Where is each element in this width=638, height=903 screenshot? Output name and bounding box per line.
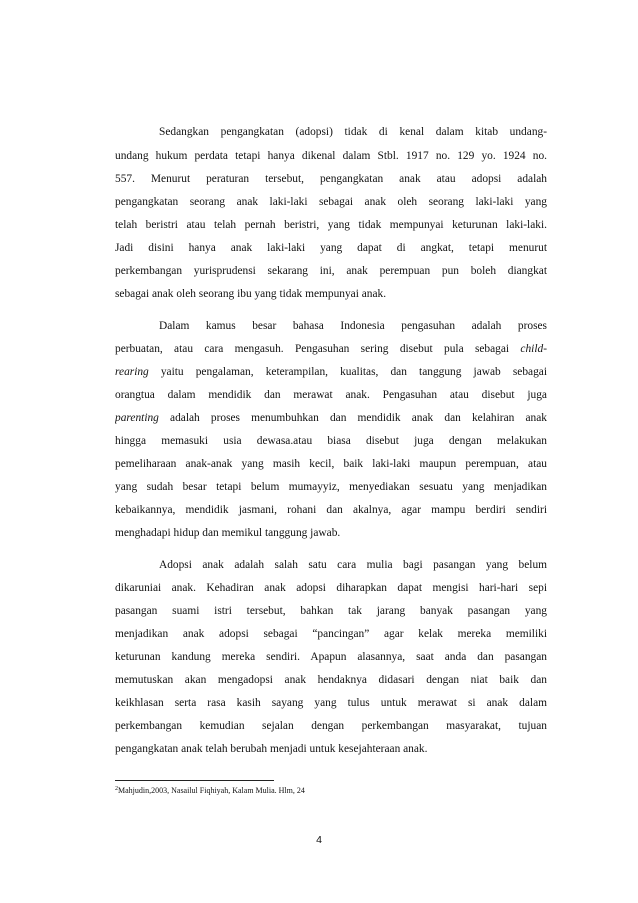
text-line: Adopsi anak adalah salah satu cara mulia bagi pasangan yang belum: [159, 559, 547, 571]
footnote-text: Mahjudin,2003, Nasailul Fiqhiyah, Kalam Mulia. Hlm, 24: [118, 786, 305, 795]
footnote-marker: 2: [115, 786, 118, 792]
text-line: keikhlasan serta rasa kasih sayang yang tulus untuk merawat si anak dalam: [115, 697, 547, 709]
text-line: Sedangkan pengangkatan (adopsi) tidak di kenal dalam kitab undang-: [159, 126, 547, 138]
text-line: yang sudah besar tetapi belum mumayyiz, menyediakan sesuatu yang menjadikan: [115, 481, 547, 493]
text-line: 557. Menurut peraturan tersebut, pengangkatan anak atau adopsi adalah: [115, 173, 547, 185]
footnote-separator: [115, 780, 274, 781]
text-line: dikaruniai anak. Kehadiran anak adopsi diharapkan dapat mengisi hari-hari sepi: [115, 582, 547, 594]
text-line: pasangan suami istri tersebut, bahkan tak jarang banyak pasangan yang: [115, 605, 547, 617]
text-line: kebaikannya, mendidik jasmani, rohani dan akalnya, agar mampu berdiri sendiri: [115, 504, 547, 516]
text-line: pengangkatan seorang anak laki-laki sebagai anak oleh seorang laki-laki yang: [115, 196, 547, 208]
text-line: perkembangan yurisprudensi sekarang ini, anak perempuan pun boleh diangkat: [115, 265, 547, 277]
text-line: perkembangan kemudian sejalan dengan perkembangan masyarakat, tujuan: [115, 720, 547, 732]
text-line: menghadapi hidup dan memikul tanggung jawab.: [115, 527, 341, 539]
text-line: Jadi disini hanya anak laki-laki yang dapat di angkat, tetapi menurut: [115, 242, 547, 254]
text-line: parenting adalah proses menumbuhkan dan mendidik anak dan kelahiran anak: [115, 412, 547, 424]
text-line: keturunan kandung mereka sendiri. Apapun alasannya, saat anda dan pasangan: [115, 651, 547, 663]
text-line: pemeliharaan anak-anak yang masih kecil, baik laki-laki maupun perempuan, atau: [115, 458, 547, 470]
text-line: hingga memasuki usia dewasa.atau biasa disebut juga dengan melakukan: [115, 435, 547, 447]
text-line: telah beristri atau telah pernah beristri, yang tidak mempunyai keturunan laki-laki.: [115, 219, 547, 231]
page-number: 4: [316, 834, 322, 846]
footnote: [115, 786, 305, 796]
text-line: undang hukum perdata tetapi hanya dikenal dalam Stbl. 1917 no. 129 yo. 1924 no.: [115, 150, 547, 162]
text-line: orangtua dalam mendidik dan merawat anak. Pengasuhan atau disebut juga: [115, 389, 547, 401]
text-line: Dalam kamus besar bahasa Indonesia pengasuhan adalah proses: [159, 320, 547, 332]
text-line: pengangkatan anak telah berubah menjadi untuk kesejahteraan anak.: [115, 743, 428, 755]
text-line: perbuatan, atau cara mengasuh. Pengasuhan sering disebut pula sebagai child-: [115, 343, 547, 355]
text-line: menjadikan anak adopsi sebagai “pancingan” agar kelak mereka memiliki: [115, 628, 547, 640]
text-line: memutuskan akan mengadopsi anak hendaknya didasari dengan niat baik dan: [115, 674, 547, 686]
text-line: sebagai anak oleh seorang ibu yang tidak mempunyai anak.: [115, 288, 387, 300]
text-line: rearing yaitu pengalaman, keterampilan, kualitas, dan tanggung jawab sebagai: [115, 366, 547, 378]
